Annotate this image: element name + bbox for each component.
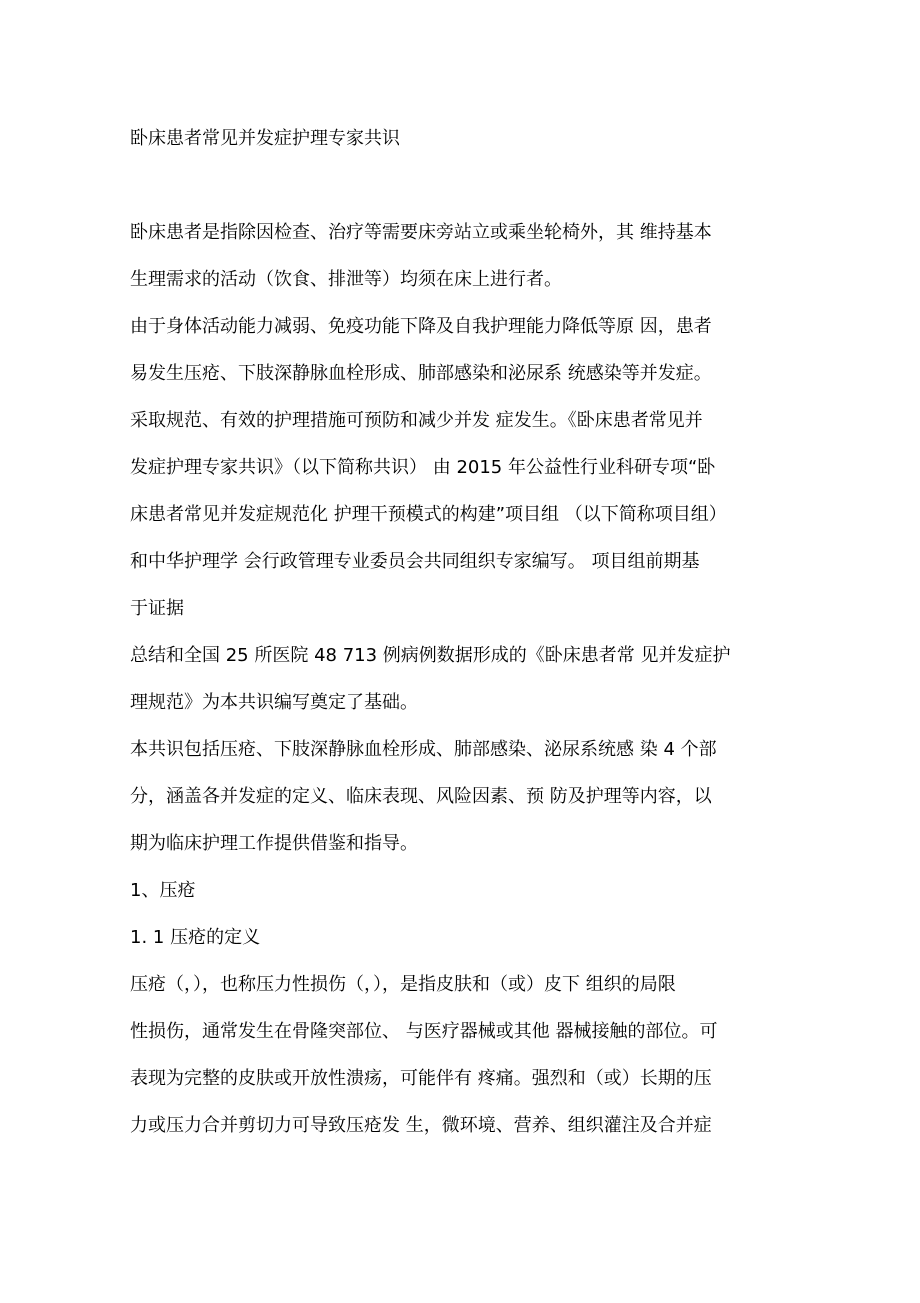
paragraph-line: 易发生压疮、下肢深静脉血栓形成、肺部感染和泌尿系 统感染等并发症。 [130, 363, 712, 384]
paragraph-line: 期为临床护理工作提供借鉴和指导。 [130, 833, 418, 854]
paragraph-line: 采取规范、有效的护理措施可预防和减少并发 症发生。《卧床患者常见并 [130, 410, 703, 431]
paragraph-line: 理规范》为本共识编写奠定了基础。 [130, 692, 418, 713]
paragraph-line: 生理需求的活动（饮食、排泄等）均须在床上进行者。 [130, 269, 562, 290]
section-heading: 1、压疮 [130, 880, 196, 901]
paragraph-line: 于证据 [130, 598, 184, 619]
paragraph-line: 发症护理专家共识》（以下简称共识） 由 2015 年公益性行业科研专项“卧 [130, 457, 716, 478]
paragraph-line: 性损伤，通常发生在骨隆突部位、 与医疗器械或其他 器械接触的部位。可 [130, 1021, 718, 1042]
paragraph-line: 压疮（，），也称压力性损伤（，），是指皮肤和（或）皮下 组织的局限 [130, 974, 676, 995]
paragraph-line: 总结和全国 25 所医院 48 713 例病例数据形成的《卧床患者常 见并发症护 [130, 645, 731, 666]
paragraph-line: 床患者常见并发症规范化 护理干预模式的构建”项目组 （以下简称项目组） [130, 504, 727, 525]
paragraph-line: 卧床患者是指除因检查、治疗等需要床旁站立或乘坐轮椅外，其 维持基本 [130, 222, 712, 243]
document-title: 卧床患者常见并发症护理专家共识 [130, 128, 400, 149]
paragraph-line: 本共识包括压疮、下肢深静脉血栓形成、肺部感染、泌尿系统感 染 4 个部 [130, 739, 717, 760]
subsection-heading: 1. 1 压疮的定义 [130, 927, 261, 948]
paragraph-line: 由于身体活动能力减弱、免疫功能下降及自我护理能力降低等原 因，患者 [130, 316, 712, 337]
paragraph-line: 表现为完整的皮肤或开放性溃疡，可能伴有 疼痛。强烈和（或）长期的压 [130, 1068, 712, 1089]
paragraph-line: 力或压力合并剪切力可导致压疮发 生，微环境、营养、组织灌注及合并症 [130, 1115, 712, 1136]
paragraph-line: 和中华护理学 会行政管理专业委员会共同组织专家编写。 项目组前期基 [130, 551, 700, 572]
paragraph-line: 分，涵盖各并发症的定义、临床表现、风险因素、预 防及护理等内容，以 [130, 786, 712, 807]
